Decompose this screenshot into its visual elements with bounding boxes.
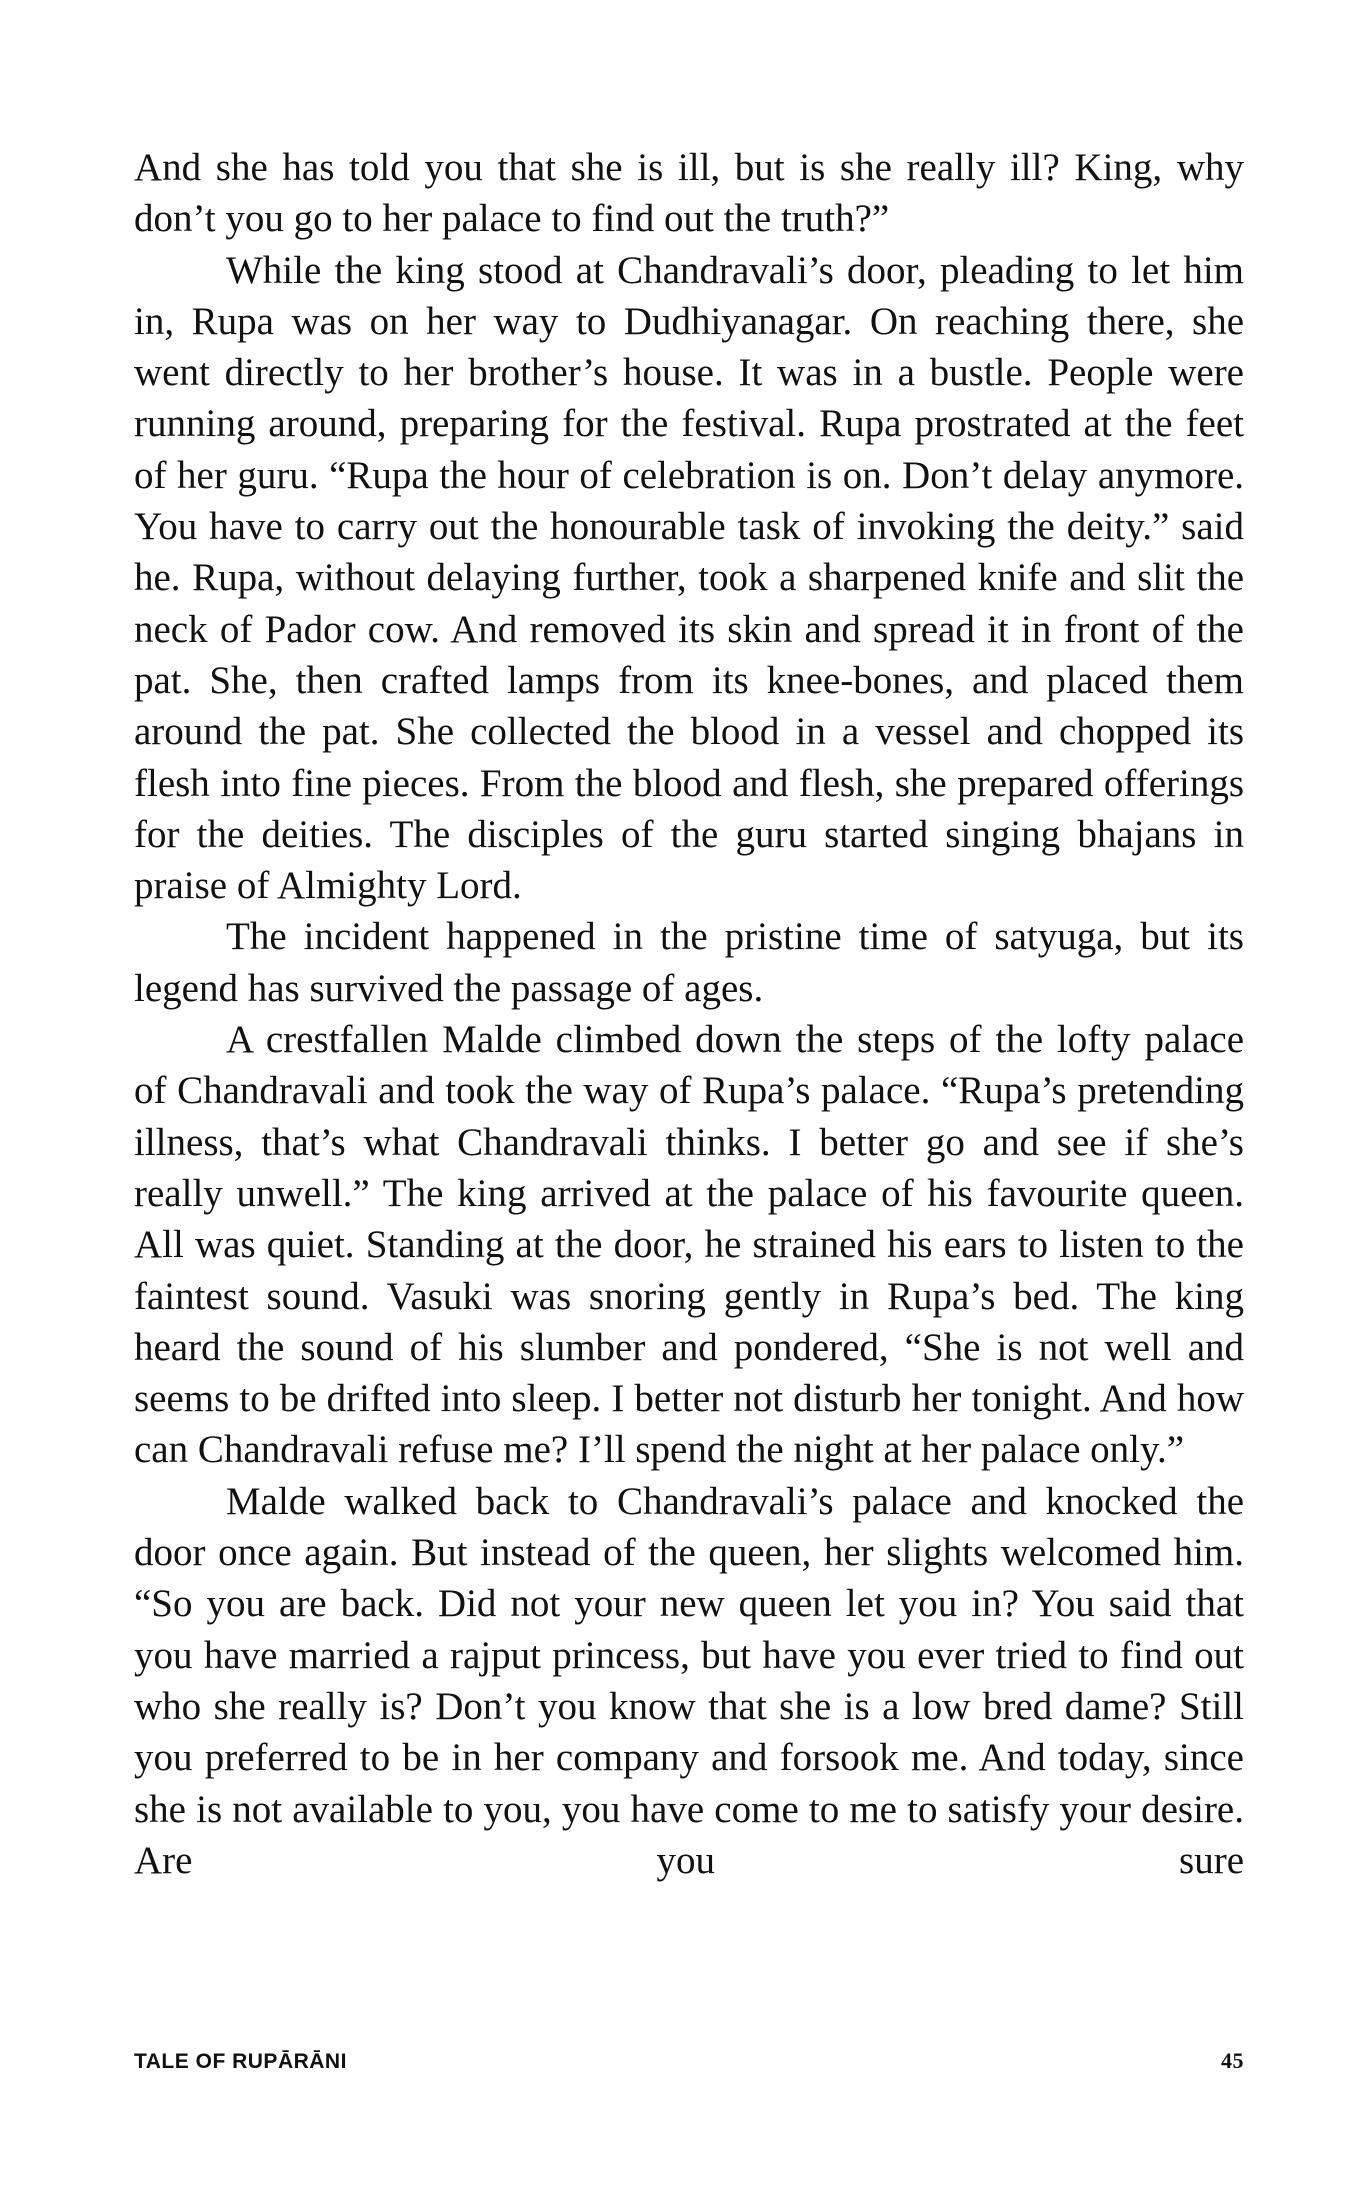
paragraph-4: A crestfallen Malde climbed down the steps of the lofty palace of Chandravali and took the way of Rupa’s palace. “Rupa’s pretending illness, that’s what Chandravali thinks. I better go and see if she’s really unwell.” The king arrived at the palace of his favourite queen. All was quiet. Standing at the door, he strained his ears to listen to the faintest sound. Vasuki was snoring gently in Rupa’s bed. The king heard the sound of his slumber and pondered, “She is not well and seems to be drifted into sleep. I better not disturb her tonight. And how can Chandravali refuse me? I’ll spend the night at her palace only.” bbox=[134, 1018, 1245, 1472]
page-footer bbox=[134, 2048, 1244, 2074]
paragraph-1: And she has told you that she is ill, but is she really ill? King, why don’t you go to her palace to find out the truth?” bbox=[134, 146, 1244, 241]
book-page-body bbox=[134, 142, 1244, 1886]
page-number: 45 bbox=[1221, 2048, 1244, 2073]
running-title: TALE OF RUPĀRĀNI bbox=[134, 2050, 347, 2073]
paragraph-5: Malde walked back to Chandravali’s palace and knocked the door once again. But instead of the queen, her slights welcomed him. “So you are back. Did not your new queen let you in? You said that you have married a rajput princess, but have you ever tried to find out who she really is? Don’t you know that she is a low bred dame? Still you preferred to be in her company and forsook me. And today, since she is not available to you, you have come to me to satisfy your desire. Are you sure bbox=[134, 1479, 1245, 1882]
paragraph-3: The incident happened in the pristine time of satyuga, but its legend has survived the passage of ages. bbox=[134, 915, 1244, 1010]
paragraph-2: While the king stood at Chandravali’s door, pleading to let him in, Rupa was on her way to Dudhiyanagar. On reaching there, she went directly to her brother’s house. It was in a bustle. People were running around, preparing for the festival. Rupa prostrated at the feet of her guru. “Rupa the hour of celebration is on. Don’t delay anymore. You have to carry out the honourable task of invoking the deity.” said he. Rupa, without delaying further, took a sharpened knife and slit the neck of Pador cow. And removed its skin and spread it in front of the pat. She, then crafted lamps from its knee-bones, and placed them around the pat. She collected the blood in a vessel and chopped its flesh into fine pieces. From the blood and flesh, she prepared offerings for the deities. The disciples of the guru started singing bhajans in praise of Almighty Lord. bbox=[134, 248, 1245, 908]
